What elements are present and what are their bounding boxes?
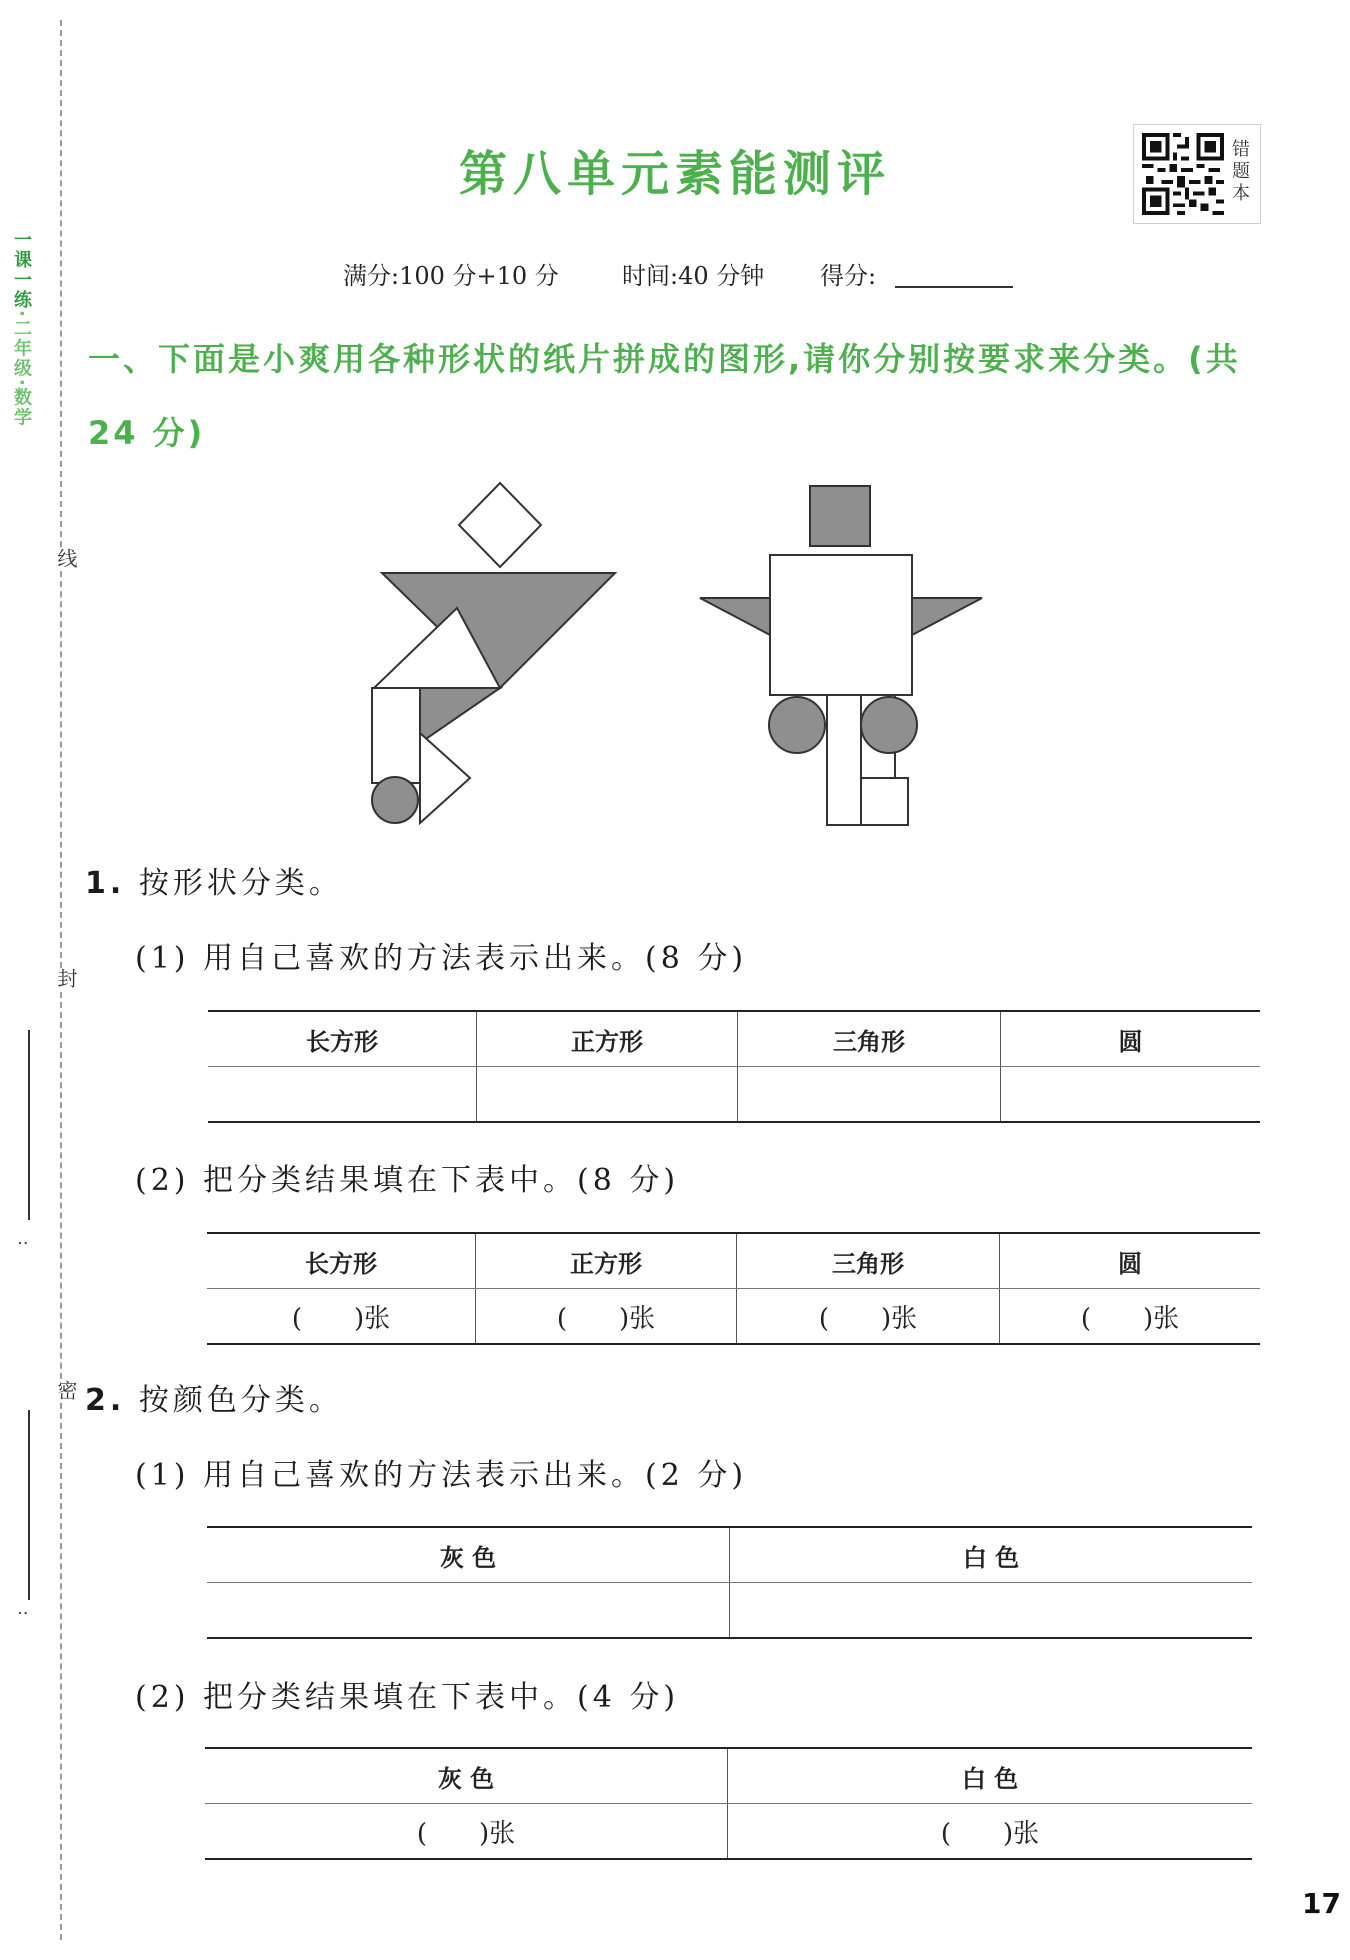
white-rectangle: [372, 688, 420, 783]
q1t1-header-rectangle: 长方形: [208, 1011, 477, 1067]
q1t1-answer-rectangle[interactable]: [208, 1067, 477, 1123]
section-1-heading: 一、下面是小爽用各种形状的纸片拼成的图形,请你分别按要求来分类。(共 24 分): [88, 340, 1241, 452]
q1-title: [85, 858, 343, 902]
q1-number: 1.: [85, 866, 126, 901]
shape-figures: [360, 480, 1000, 830]
q2t2-header-gray: 灰 色: [205, 1748, 728, 1804]
q2t1-answer-white[interactable]: [730, 1583, 1253, 1639]
q1-text: 按形状分类。: [138, 866, 343, 901]
white-diamond: [459, 483, 541, 567]
qr-code-box[interactable]: [1133, 124, 1261, 224]
q2t2-count-gray[interactable]: ( )张: [205, 1804, 728, 1860]
binding-label-line: 线: [52, 548, 81, 568]
q1t2-header-rectangle: 长方形: [207, 1233, 476, 1289]
q2t1-header-white: 白 色: [730, 1527, 1253, 1583]
q1t2-header-square: 正方形: [476, 1233, 737, 1289]
score-blank[interactable]: [895, 286, 1013, 288]
q1t2-header-circle: 圆: [1000, 1233, 1261, 1289]
white-rectangle-leg-left: [827, 695, 861, 825]
figure-robot: [700, 486, 982, 825]
q1t2-count-circle[interactable]: ( )张: [1000, 1289, 1261, 1345]
full-score: 满分:100 分+10 分: [343, 262, 559, 290]
gray-circle-left: [769, 697, 825, 753]
name-blank-line: [28, 1030, 30, 1220]
qr-label: 错题本: [1232, 139, 1250, 204]
q2t1-answer-gray[interactable]: [207, 1583, 730, 1639]
gray-triangle-small: [420, 688, 500, 743]
q1-sub1: (1) 用自己喜欢的方法表示出来。(8 分): [135, 941, 748, 976]
side-book-label: 一课一练·二年级·数学: [11, 230, 32, 428]
q2-text: 按颜色分类。: [138, 1383, 343, 1418]
q2t2-header-white: 白 色: [728, 1748, 1253, 1804]
class-blank-line: [28, 1410, 30, 1600]
page-number: 17: [1302, 1887, 1341, 1920]
white-square-body: [770, 555, 912, 695]
figure-person: [372, 483, 615, 823]
q2-sub2: (2) 把分类结果填在下表中。(4 分): [135, 1680, 680, 1715]
binding-label-seal: 封: [52, 968, 81, 988]
q1t1-answer-circle[interactable]: [1001, 1067, 1261, 1123]
page-title: 第八单元素能测评: [458, 146, 891, 202]
qr-code-icon: [1142, 133, 1224, 215]
q2t2-count-white[interactable]: ( )张: [728, 1804, 1253, 1860]
q1t2-header-triangle: 三角形: [737, 1233, 1000, 1289]
side-colon-mark-2: :: [14, 1610, 35, 1617]
q1-sub2: (2) 把分类结果填在下表中。(8 分): [135, 1163, 680, 1198]
q1t1-answer-triangle[interactable]: [738, 1067, 1001, 1123]
q2t1-header-gray: 灰 色: [207, 1527, 730, 1583]
q2-number: 2.: [85, 1383, 126, 1418]
gray-square-head: [810, 486, 870, 546]
q1t1-answer-square[interactable]: [477, 1067, 738, 1123]
q2-title: [85, 1375, 343, 1419]
q1t2-count-rectangle[interactable]: ( )张: [207, 1289, 476, 1345]
q1t1-header-circle: 圆: [1001, 1011, 1261, 1067]
gray-triangle-right-arm: [912, 598, 982, 635]
q1t2-count-triangle[interactable]: ( )张: [737, 1289, 1000, 1345]
q2-table-1: [207, 1526, 1252, 1639]
gray-circle: [372, 777, 418, 823]
white-triangle-small: [420, 733, 470, 823]
q1t2-count-square[interactable]: ( )张: [476, 1289, 737, 1345]
score-label: 得分:: [820, 262, 877, 290]
q1t1-header-triangle: 三角形: [738, 1011, 1001, 1067]
white-square-foot: [861, 778, 908, 825]
q1-table-1: [208, 1010, 1260, 1123]
gray-triangle-left-arm: [700, 598, 770, 635]
time-limit: 时间:40 分钟: [622, 262, 765, 290]
q2-sub1: (1) 用自己喜欢的方法表示出来。(2 分): [135, 1458, 748, 1493]
q2-table-2: [205, 1747, 1252, 1860]
binding-label-mark: 密: [52, 1380, 81, 1400]
q1-table-2: [207, 1232, 1260, 1345]
side-colon-mark: :: [14, 1240, 35, 1247]
q1t1-header-square: 正方形: [477, 1011, 738, 1067]
gray-circle-right: [861, 697, 917, 753]
